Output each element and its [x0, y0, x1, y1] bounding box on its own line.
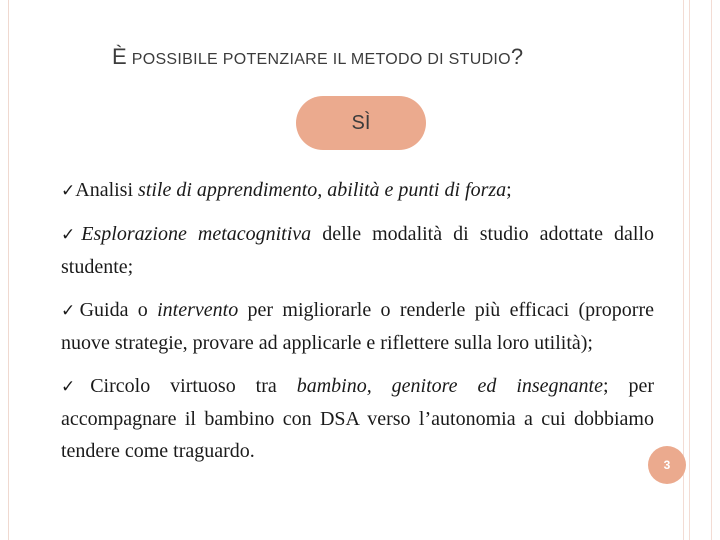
bullet-item-virtuous-circle — [61, 370, 654, 467]
bullet-tail: per migliorarle o renderle più efficaci (proporre nuove strategie, provare ad applicarle e riflettere sulla loro utilità); — [61, 299, 655, 354]
bullet-item-guidance — [61, 294, 654, 359]
checkmark-icon: ✓ — [61, 377, 91, 397]
checkmark-icon: ✓ — [61, 181, 76, 201]
title-question-mark: ? — [510, 44, 524, 69]
frame-line-right-2 — [689, 0, 690, 540]
checkmark-icon: ✓ — [61, 301, 80, 321]
checkmark-icon: ✓ — [61, 225, 82, 245]
slide-title — [112, 44, 523, 70]
frame-line-left — [8, 0, 9, 540]
bullet-emphasis: Esplorazione metacognitiva — [81, 223, 312, 245]
bullet-lead: Circolo virtuoso tra — [90, 375, 297, 397]
bullet-list — [61, 174, 654, 478]
bullet-tail: ; — [506, 179, 512, 201]
page-number: 3 — [663, 458, 671, 472]
answer-badge — [296, 96, 426, 150]
frame-line-right-3 — [711, 0, 712, 540]
bullet-tail: delle modalità di studio adottate dallo studente; — [61, 223, 655, 278]
answer-text: SÌ — [351, 111, 371, 134]
bullet-emphasis: intervento — [157, 299, 239, 321]
bullet-lead: Analisi — [75, 179, 139, 201]
bullet-lead: Guida o — [79, 299, 158, 321]
bullet-item-exploration — [61, 218, 654, 283]
bullet-emphasis: stile di apprendimento, abilità e punti di forza — [138, 179, 507, 201]
title-initial: È — [112, 44, 127, 69]
bullet-emphasis: bambino, genitore ed insegnante — [296, 375, 603, 397]
title-text: POSSIBILE POTENZIARE IL METODO DI STUDIO — [126, 51, 511, 68]
page-number-badge — [648, 446, 686, 484]
bullet-tail: ; per accompagnare il bambino con DSA verso l’autonomia a cui dobbiamo tendere come traguardo. — [61, 375, 655, 462]
bullet-item-analysis — [61, 174, 654, 207]
